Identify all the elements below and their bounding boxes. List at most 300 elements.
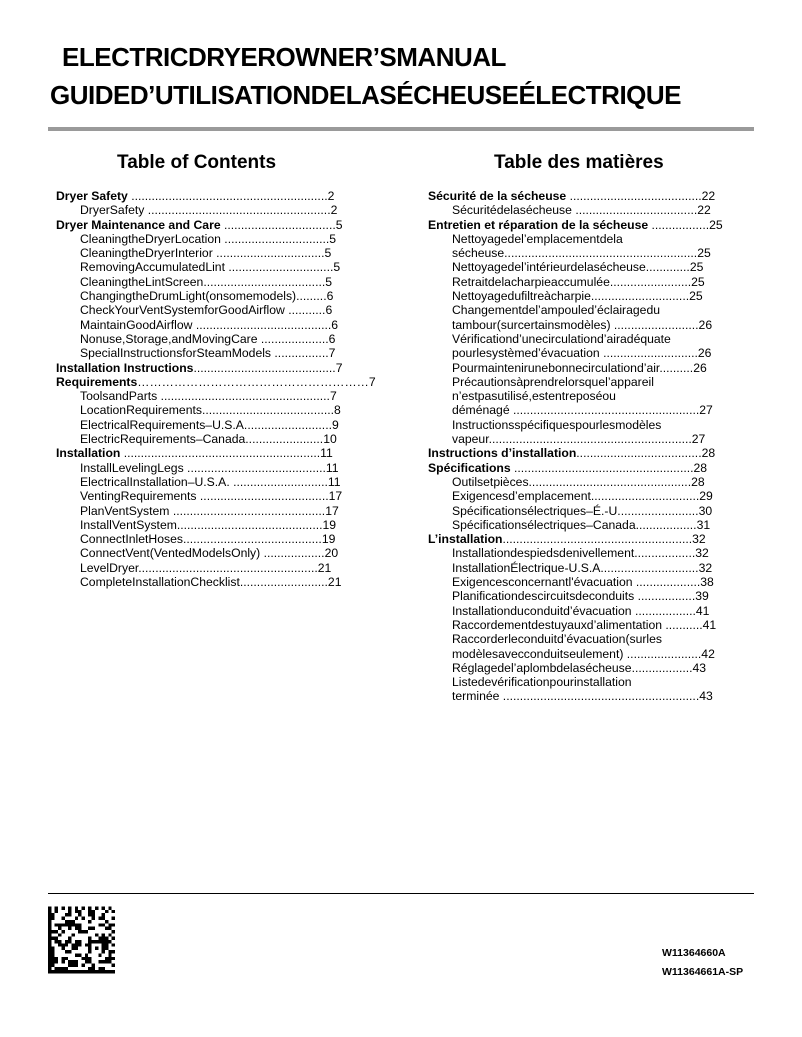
- toc-subsection[interactable]: [56, 332, 376, 346]
- barcode-module: [51, 930, 54, 933]
- toc-subsection[interactable]: [428, 403, 758, 417]
- barcode-module: [68, 913, 71, 916]
- toc-subsection[interactable]: [428, 332, 758, 346]
- barcode-module: [112, 910, 115, 913]
- toc-subsection[interactable]: [428, 518, 758, 532]
- toc-entry-title: tambour(surcertainsmodèles): [452, 317, 611, 332]
- toc-subsection[interactable]: [428, 604, 758, 618]
- toc-dot-leader: ......................................................: [144, 203, 331, 218]
- toc-dot-leader: ......................: [623, 646, 702, 661]
- toc-dot-leader: ....................: [257, 331, 329, 346]
- toc-page-number: 5: [324, 246, 332, 261]
- toc-entry-title: ElectricalInstallation–U.S.A.: [80, 474, 230, 489]
- toc-page-number: 9: [331, 417, 339, 432]
- barcode-module: [51, 953, 54, 956]
- barcode-module: [98, 960, 101, 963]
- toc-subsection[interactable]: [428, 575, 758, 589]
- toc-page-number: 29: [699, 489, 713, 504]
- barcode-module: [48, 943, 51, 946]
- barcode-module: [95, 907, 98, 910]
- toc-dot-leader: .....................................................: [510, 460, 694, 475]
- toc-page-number: 25: [689, 289, 703, 304]
- toc-entry-title: SpecialInstructionsforSteamModels: [80, 346, 272, 361]
- barcode-module: [65, 920, 68, 923]
- toc-page-number: 31: [696, 517, 711, 532]
- toc-dot-leader: ..........................: [239, 575, 328, 590]
- barcode-module: [102, 950, 105, 953]
- barcode-module: [48, 907, 51, 910]
- toc-section[interactable]: [56, 189, 376, 203]
- toc-subsection[interactable]: [56, 303, 376, 317]
- toc-entry-title: Vérificationd’unecirculationd’airadéquate: [452, 331, 671, 346]
- barcode-module: [48, 927, 51, 930]
- toc-subsection[interactable]: [428, 246, 758, 260]
- title-french: GUIDED’UTILISATIONDELASÉCHEUSEÉLECTRIQUE: [50, 80, 682, 110]
- barcode-module: [92, 970, 95, 973]
- toc-subsection[interactable]: [56, 203, 376, 217]
- toc-entry-title: déménagé: [452, 403, 510, 418]
- toc-entry-title: CleaningtheLintScreen: [80, 274, 204, 289]
- barcode-module: [75, 923, 78, 926]
- barcode-module: [48, 917, 51, 920]
- barcode-module: [95, 933, 98, 936]
- toc-subsection[interactable]: [56, 518, 376, 532]
- barcode-module: [58, 970, 61, 973]
- barcode-module: [71, 923, 74, 926]
- toc-entry-title: Précautionsàprendrelorsquel’appareil: [452, 374, 654, 389]
- toc-entry-title: Spécificationsélectriques–É.-U.: [452, 503, 621, 518]
- toc-subsection[interactable]: [428, 632, 758, 646]
- barcode-module: [98, 967, 101, 970]
- barcode-module: [102, 960, 105, 963]
- toc-entry-title: LocationRequirements: [80, 403, 202, 418]
- toc-subsection[interactable]: [56, 389, 376, 403]
- barcode-module: [78, 923, 81, 926]
- toc-dot-leader: .........................................: [183, 460, 326, 475]
- barcode-module: [105, 920, 108, 923]
- toc-page-number: 22: [701, 189, 716, 203]
- toc-subsection[interactable]: [428, 289, 758, 303]
- toc-subsection[interactable]: [56, 260, 376, 274]
- barcode-module: [108, 923, 111, 926]
- toc-list-english: [56, 189, 376, 589]
- toc-entry-title: Dryer Safety: [56, 189, 128, 203]
- barcode-module: [78, 913, 81, 916]
- toc-dot-leader: ...........................................: [176, 517, 323, 532]
- barcode-module: [61, 917, 64, 920]
- barcode-module: [51, 947, 54, 950]
- barcode-module: [112, 950, 115, 953]
- barcode-module: [65, 967, 68, 970]
- toc-dot-leader: .........: [296, 289, 327, 304]
- barcode-module: [98, 970, 101, 973]
- toc-dot-leader: ............................: [599, 346, 698, 361]
- toc-entry-title: ToolsandParts: [80, 389, 158, 404]
- barcode-module: [48, 953, 51, 956]
- toc-entry-title: terminée: [452, 689, 500, 704]
- toc-entry-title: ConnectInletHoses: [80, 532, 183, 547]
- barcode-module: [71, 960, 74, 963]
- barcode-module: [108, 933, 111, 936]
- barcode-module: [51, 913, 54, 916]
- toc-page-number: 5: [335, 217, 343, 232]
- toc-subsection[interactable]: [428, 361, 758, 375]
- toc-entry-title: PlanVentSystem: [80, 503, 170, 518]
- barcode-module: [102, 940, 105, 943]
- toc-entry-title: CompleteInstallationChecklist: [80, 575, 240, 590]
- barcode-module: [112, 970, 115, 973]
- barcode-module: [68, 940, 71, 943]
- toc-dot-leader: ..........................................................: [127, 189, 328, 203]
- barcode-module: [85, 970, 88, 973]
- toc-heading-english: Table of Contents: [117, 152, 277, 173]
- toc-entry-title: Listedevérificationpourinstallation: [452, 675, 632, 690]
- toc-dot-leader: ............................................................: [488, 432, 692, 447]
- barcode-module: [102, 937, 105, 940]
- toc-subsection[interactable]: [56, 403, 376, 417]
- toc-dot-leader: ..........................................................: [499, 689, 700, 704]
- toc-entry-title: MaintainGoodAirflow: [80, 317, 193, 332]
- toc-dot-leader: ......................................: [196, 489, 329, 504]
- toc-entry-title: Nonuse,Storage,andMovingCare: [80, 331, 258, 346]
- barcode-module: [105, 960, 108, 963]
- toc-dot-leader: ...............................: [224, 260, 334, 275]
- toc-dot-leader: ...................: [632, 575, 701, 590]
- barcode-module: [61, 947, 64, 950]
- toc-subsection[interactable]: [56, 432, 376, 446]
- barcode-module: [98, 940, 101, 943]
- toc-entry-title: Changementdel’ampouled’éclairagedu: [452, 303, 661, 318]
- toc-subsection[interactable]: [428, 260, 758, 274]
- barcode-module: [88, 907, 91, 910]
- toc-subsection[interactable]: [428, 418, 758, 432]
- toc-subsection[interactable]: [56, 489, 376, 503]
- barcode-module: [112, 923, 115, 926]
- barcode-module: [112, 957, 115, 960]
- barcode-module: [95, 947, 98, 950]
- toc-page-number: 6: [325, 303, 333, 318]
- toc-page-number: 30: [698, 503, 713, 518]
- toc-subsection[interactable]: [56, 561, 376, 575]
- toc-subsection[interactable]: [56, 504, 376, 518]
- barcode-module: [61, 943, 64, 946]
- toc-section[interactable]: [56, 446, 376, 460]
- toc-subsection[interactable]: [428, 475, 758, 489]
- toc-entry-title: InstallationÉlectrique-U.S.A.: [452, 560, 604, 575]
- toc-page-number: 32: [692, 532, 706, 547]
- toc-dot-leader: ....................................: [203, 274, 326, 289]
- barcode-module: [55, 967, 58, 970]
- barcode-module: [78, 970, 81, 973]
- barcode-module: [61, 970, 64, 973]
- barcode-module: [102, 913, 105, 916]
- toc-page-number: 17: [328, 489, 343, 504]
- toc-entry-title: Pourmaintenirunebonnecirculationd’air: [452, 360, 660, 375]
- barcode-module: [112, 943, 115, 946]
- toc-subsection[interactable]: [428, 303, 758, 317]
- barcode-module: [55, 930, 58, 933]
- barcode-module: [48, 967, 51, 970]
- toc-page-number: 27: [691, 432, 706, 447]
- part-number-french: W11364661A-SP: [662, 966, 744, 978]
- toc-section[interactable]: [56, 218, 376, 232]
- barcode-module: [48, 960, 51, 963]
- toc-entry-title: ElectricalRequirements–U.S.A.: [80, 417, 248, 432]
- toc-subsection[interactable]: [56, 275, 376, 289]
- toc-dot-leader: ..................: [631, 603, 696, 618]
- toc-dot-leader: ..........................................................: [120, 446, 321, 461]
- toc-dot-leader: .......................................................: [509, 403, 700, 418]
- barcode-module: [92, 967, 95, 970]
- barcode-module: [65, 943, 68, 946]
- barcode-module: [71, 970, 74, 973]
- barcode-module: [51, 970, 54, 973]
- toc-dot-leader: .............................................: [169, 503, 326, 518]
- barcode-module: [105, 947, 108, 950]
- barcode-module: [65, 970, 68, 973]
- toc-subsection[interactable]: [56, 532, 376, 546]
- barcode-module: [65, 940, 68, 943]
- toc-entry-title: Nettoyagedufiltreàcharpie: [452, 289, 591, 304]
- toc-entry-title: CleaningtheDryerInterior: [80, 246, 213, 261]
- toc-subsection[interactable]: [56, 318, 376, 332]
- barcode-module: [48, 947, 51, 950]
- toc-page-number: 41: [702, 617, 717, 632]
- toc-page-number: 5: [325, 274, 333, 289]
- barcode-module: [108, 950, 111, 953]
- toc-subsection[interactable]: [56, 475, 376, 489]
- toc-dot-leader: .......................................: [201, 403, 335, 418]
- toc-page-number: 28: [691, 474, 705, 489]
- toc-page-number: 10: [323, 432, 337, 447]
- barcode-module: [112, 963, 115, 966]
- toc-subsection[interactable]: [428, 232, 758, 246]
- toc-subsection[interactable]: [56, 575, 376, 589]
- toc-subsection[interactable]: [428, 689, 758, 703]
- toc-dot-leader: ............................: [603, 560, 699, 575]
- toc-entry-title: Entretien et réparation de la sécheuse: [428, 217, 649, 232]
- barcode-module: [48, 940, 51, 943]
- toc-subsection[interactable]: [56, 289, 376, 303]
- toc-page-number: 38: [700, 575, 714, 590]
- toc-page-number: 5: [333, 260, 341, 275]
- toc-entry-title: ChangingtheDrumLight(onsomemodels): [80, 289, 297, 304]
- barcode-module: [48, 923, 51, 926]
- toc-dot-leader: ........................................................: [502, 532, 693, 547]
- barcode-module: [48, 937, 51, 940]
- toc-entry-title: Requirements: [56, 374, 138, 389]
- barcode-module: [68, 963, 71, 966]
- toc-entry-title: n’estpasutilisé,estentreposéou: [452, 389, 616, 404]
- barcode-module: [105, 970, 108, 973]
- barcode-module: [48, 963, 51, 966]
- toc-entry-title: Installation Instructions: [56, 360, 194, 375]
- toc-dot-leader: .......................: [245, 432, 324, 447]
- barcode-module: [65, 923, 68, 926]
- toc-list-french: [428, 189, 758, 704]
- barcode-module: [48, 957, 51, 960]
- barcode-module: [82, 963, 85, 966]
- toc-dot-leader: .........................: [610, 317, 699, 332]
- barcode-module: [55, 940, 58, 943]
- toc-page-number: 42: [701, 646, 715, 661]
- toc-page-number: 21: [327, 575, 342, 590]
- toc-dot-leader: ..........................................: [193, 360, 336, 375]
- barcode-module: [105, 940, 108, 943]
- toc-subsection[interactable]: [428, 203, 758, 217]
- toc-dot-leader: ........................................: [192, 317, 332, 332]
- toc-section[interactable]: [428, 218, 758, 232]
- barcode-module: [75, 970, 78, 973]
- toc-subsection[interactable]: [428, 504, 758, 518]
- barcode-module: [108, 907, 111, 910]
- toc-section[interactable]: [428, 446, 758, 460]
- barcode-module: [51, 960, 54, 963]
- toc-section[interactable]: [428, 532, 758, 546]
- toc-dot-leader: .........................................................: [504, 246, 698, 261]
- toc-entry-title: Installationdespiedsdenivellement: [452, 546, 635, 561]
- barcode-module: [88, 950, 91, 953]
- barcode-module: [61, 967, 64, 970]
- barcode-module: [78, 930, 81, 933]
- toc-section[interactable]: [56, 361, 376, 375]
- barcode-module: [51, 937, 54, 940]
- toc-entry-title: VentingRequirements: [80, 489, 197, 504]
- toc-entry-title: pourlesystèmed’évacuation: [452, 346, 600, 361]
- toc-subsection[interactable]: [56, 246, 376, 260]
- toc-entry-title: Planificationdescircuitsdeconduits: [452, 589, 635, 604]
- barcode-module: [48, 933, 51, 936]
- toc-entry-title: Dryer Maintenance and Care: [56, 217, 221, 232]
- barcode-module: [75, 910, 78, 913]
- toc-subsection[interactable]: [428, 661, 758, 675]
- toc-dot-leader: .............................: [590, 289, 690, 304]
- barcode-module: [108, 970, 111, 973]
- toc-dot-leader: ..................: [631, 660, 693, 675]
- toc-section[interactable]: [428, 189, 758, 203]
- toc-page-number: 11: [320, 446, 333, 461]
- toc-entry-title: Retraitdelacharpieaccumulée: [452, 274, 610, 289]
- toc-entry-title: InstallLevelingLegs: [80, 460, 184, 475]
- barcode-module: [71, 920, 74, 923]
- toc-page-number: 43: [699, 689, 713, 704]
- toc-subsection[interactable]: [428, 275, 758, 289]
- barcode-module: [75, 960, 78, 963]
- toc-entry-title: ConnectVent(VentedModelsOnly): [80, 546, 261, 561]
- toc-subsection[interactable]: [428, 389, 758, 403]
- toc-subsection[interactable]: [428, 647, 758, 661]
- toc-page-number: 41: [695, 603, 710, 618]
- barcode-module: [65, 950, 68, 953]
- barcode-module: [48, 950, 51, 953]
- toc-subsection[interactable]: [428, 675, 758, 689]
- toc-dot-leader: ................: [271, 346, 329, 361]
- toc-entry-title: DryerSafety: [80, 203, 145, 218]
- barcode-module: [102, 923, 105, 926]
- barcode-module: [51, 917, 54, 920]
- toc-subsection[interactable]: [428, 546, 758, 560]
- barcode-module: [71, 933, 74, 936]
- toc-entry-title: L’installation: [428, 532, 503, 547]
- toc-entry-title: Instructionsspécifiquespourlesmodèles: [452, 417, 662, 432]
- barcode-module: [85, 957, 88, 960]
- toc-subsection[interactable]: [428, 561, 758, 575]
- toc-entry-title: CleaningtheDryerLocation: [80, 231, 221, 246]
- barcode-module: [85, 943, 88, 946]
- toc-section[interactable]: [428, 461, 758, 475]
- barcode-module: [61, 923, 64, 926]
- toc-subsection[interactable]: [428, 489, 758, 503]
- toc-page-number: 7: [368, 374, 376, 389]
- barcode-module: [75, 963, 78, 966]
- barcode-module: [105, 937, 108, 940]
- toc-subsection[interactable]: [56, 232, 376, 246]
- barcode-module: [108, 927, 111, 930]
- barcode-module: [68, 950, 71, 953]
- barcode-module: [88, 947, 91, 950]
- toc-entry-title: modèlesavecconduitseulement): [452, 646, 624, 661]
- toc-subsection[interactable]: [56, 546, 376, 560]
- toc-page-number: 19: [322, 517, 337, 532]
- barcode-module: [78, 953, 81, 956]
- toc-subsection[interactable]: [56, 418, 376, 432]
- barcode-module: [48, 920, 51, 923]
- barcode-module: [92, 927, 95, 930]
- toc-dot-leader: ................................: [212, 246, 325, 261]
- barcode-module: [105, 927, 108, 930]
- toc-entry-title: sécheuse: [452, 246, 505, 261]
- toc-page-number: 28: [701, 446, 716, 461]
- toc-page-number: 8: [334, 403, 341, 418]
- barcode-module: [102, 917, 105, 920]
- toc-entry-title: vapeur: [452, 432, 489, 447]
- datamatrix-barcode-icon: [48, 905, 115, 975]
- toc-dot-leader: ...........: [284, 303, 326, 318]
- toc-subsection[interactable]: [428, 432, 758, 446]
- toc-subsection[interactable]: [56, 461, 376, 475]
- toc-page-number: 20: [324, 546, 339, 561]
- barcode-module: [108, 960, 111, 963]
- toc-subsection[interactable]: [428, 346, 758, 360]
- barcode-module: [82, 917, 85, 920]
- barcode-module: [88, 960, 91, 963]
- toc-page-number: 11: [325, 460, 339, 475]
- barcode-module: [98, 917, 101, 920]
- toc-subsection[interactable]: [428, 618, 758, 632]
- barcode-module: [75, 947, 78, 950]
- toc-subsection[interactable]: [428, 318, 758, 332]
- barcode-module: [55, 957, 58, 960]
- toc-entry-title: Sécuritédelasécheuse: [452, 203, 572, 218]
- toc-subsection[interactable]: [428, 589, 758, 603]
- barcode-module: [48, 970, 51, 973]
- toc-section[interactable]: [56, 375, 376, 389]
- barcode-module: [75, 907, 78, 910]
- barcode-module: [58, 927, 61, 930]
- toc-entry-title: Exigencesconcernantl'évacuation: [452, 575, 633, 590]
- barcode-module: [75, 927, 78, 930]
- toc-page-number: 2: [330, 203, 338, 218]
- barcode-module: [88, 920, 91, 923]
- barcode-module: [78, 943, 81, 946]
- toc-page-number: 6: [326, 289, 334, 304]
- toc-entry-title: Exigencesd’emplacement: [452, 489, 591, 504]
- toc-subsection[interactable]: [428, 375, 758, 389]
- barcode-module: [71, 943, 74, 946]
- toc-dot-leader: .........................................: [182, 532, 322, 547]
- barcode-module: [112, 917, 115, 920]
- toc-subsection[interactable]: [56, 346, 376, 360]
